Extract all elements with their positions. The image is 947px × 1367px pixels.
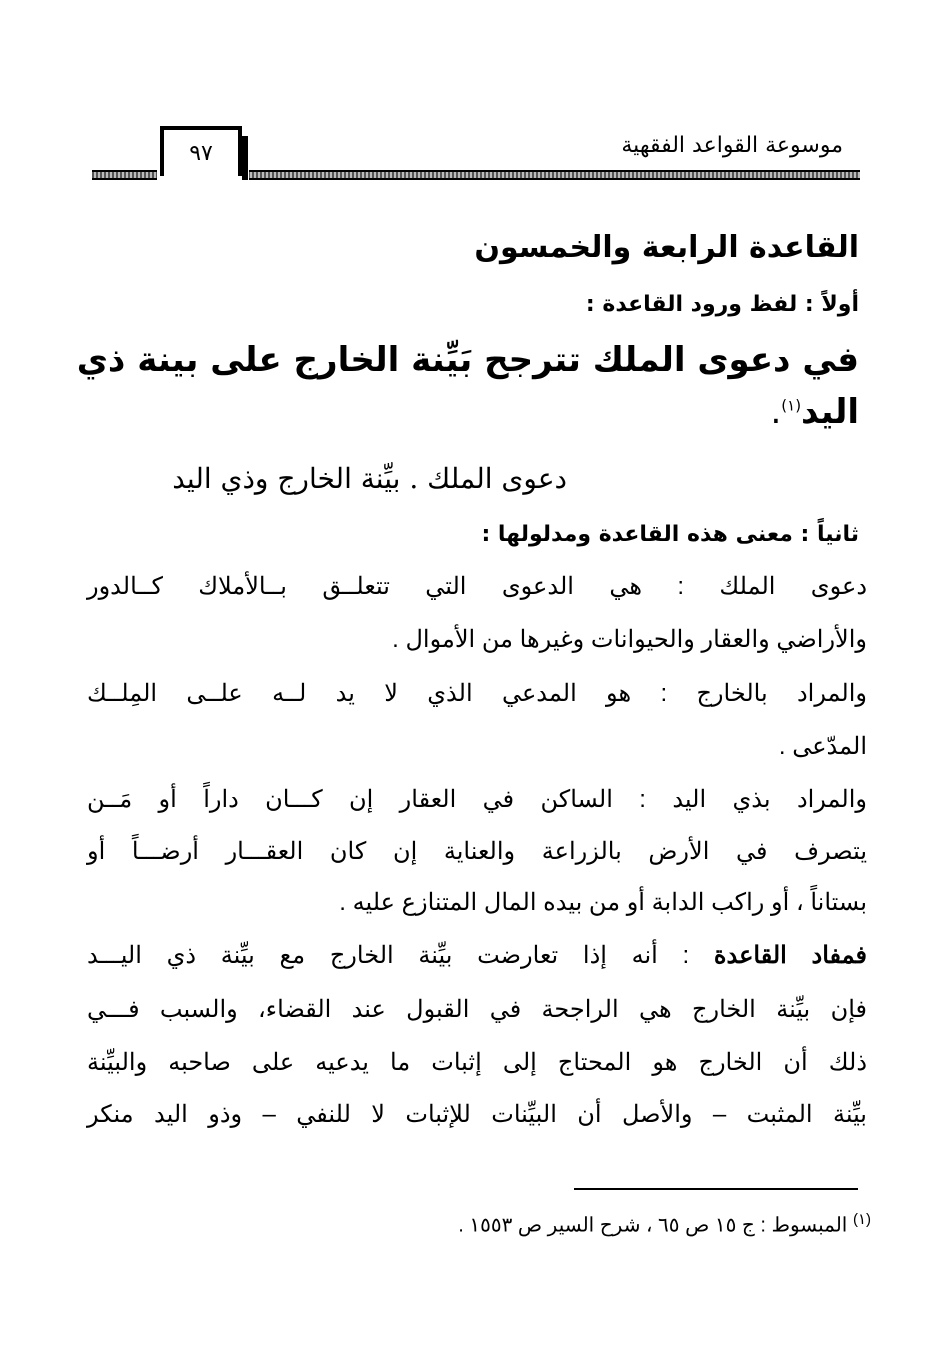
body-line: والمراد بذي اليد : الساكن في العقار إن كـــان داراً أو مَــن (87, 786, 867, 813)
body-line: بيِّنة المثبت – والأصل أن البيِّنات للإثبات لا للنفي – وذو اليد منكر (87, 1101, 867, 1128)
book-title: موسوعة القواعد الفقهية (621, 133, 843, 158)
section2-heading: ثانياً : معنى هذه القاعدة ومدلولها : (481, 522, 859, 547)
rule-text-line2 (770, 392, 859, 432)
footnote-ref: (١) (781, 396, 802, 415)
body-line (87, 941, 867, 970)
rule-text-end: . (770, 392, 782, 432)
section1-heading: أولاً : لفظ ورود القاعدة : (585, 292, 859, 317)
body-line: يتصرف في الأرض بالزراعة والعناية إن كان العقـــار أرضـــاً أو (87, 838, 867, 865)
body-line: ذلك أن الخارج هو المحتاج إلى إثبات ما يدعيه على صاحبه والبيِّنة (87, 1049, 868, 1076)
body-line: والمراد بالخارج : هو المدعي الذي لا يد لــه علــى المِلــك (87, 680, 867, 707)
meaning-label: فمفاد القاعدة (713, 942, 867, 969)
footnote-marker: (١) (852, 1211, 871, 1228)
rule-heading: القاعدة الرابعة والخمسون (474, 230, 859, 265)
rule-text-line2-word: اليد (801, 392, 859, 432)
body-line: المدّعى . (778, 733, 867, 760)
body-line: دعوى الملك : هي الدعوى التي تتعلــق بــالأملاك كــالدور (87, 573, 867, 600)
body-line: بستاناً ، أو راكب الدابة أو من بيده المال المتنازع عليه . (339, 889, 867, 916)
page-number-box (160, 126, 242, 176)
body-line: فإن بيِّنة الخارج هي الراجحة في القبول عند القضاء، والسبب فـــي (87, 996, 867, 1023)
footnote-rule (574, 1188, 858, 1190)
meaning-text: : أنه إذا تعارضت بيِّنة الخارج مع بيِّنة ذي اليـــد (87, 942, 690, 969)
rule-short-form: دعوى الملك . بيِّنة الخارج وذي اليد (172, 462, 567, 495)
body-line: والأراضي والعقار والحيوانات وغيرها من الأموال . (392, 626, 867, 653)
footnote (458, 1210, 871, 1238)
rule-text-line1: في دعوى الملك تترجح بَيِّنة الخارج على بينة ذي (76, 340, 859, 380)
footnote-text: المبسوط : ج ١٥ ص ٦٥ ، شرح السير ص ١٥٥٣ . (458, 1214, 848, 1237)
page-number: ٩٧ (189, 140, 213, 166)
